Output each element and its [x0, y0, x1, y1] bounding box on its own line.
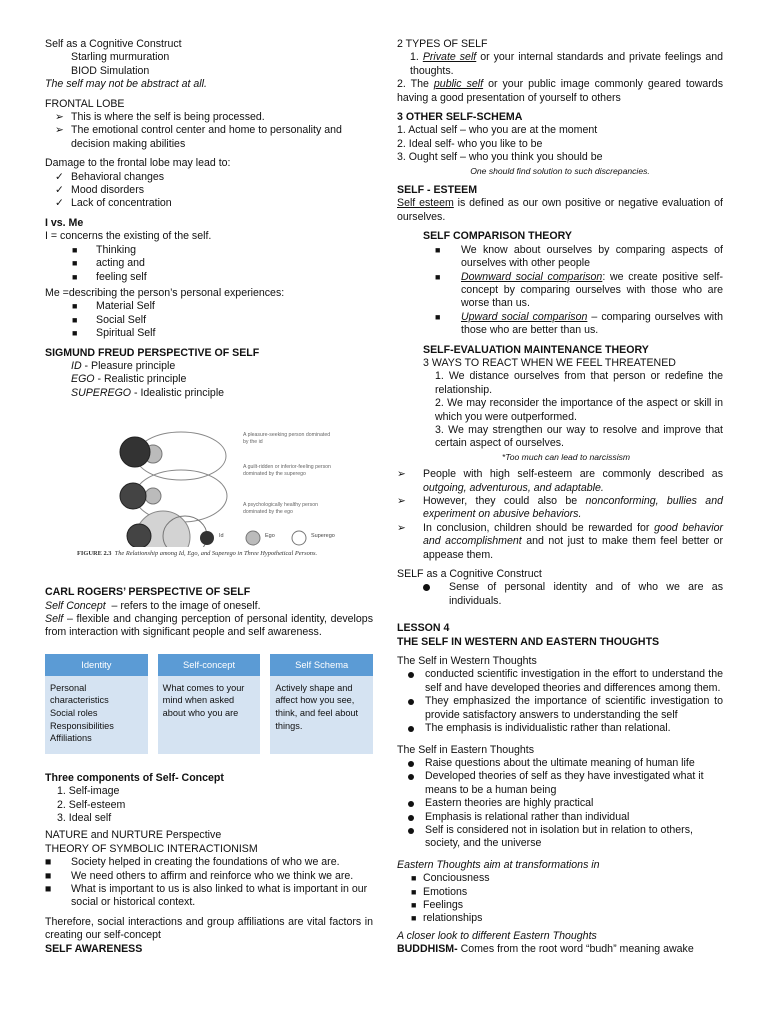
table-cell: Actively shape and affect how you see, think, and feel about things. — [270, 676, 373, 754]
i-definition: I = concerns the existing of the self. — [45, 230, 212, 243]
bullet-icon — [408, 801, 414, 807]
legend-superego-mark — [292, 531, 306, 545]
arrow-bullet-icon: ➢ — [397, 468, 406, 481]
list-item: ➢ People with high self-esteem are commonly described as outgoing, adventurous, and adaptable. — [397, 468, 723, 494]
list-item: ■ Spiritual Self — [72, 327, 156, 340]
arrow-bullet-icon: ➢ — [397, 521, 406, 534]
square-bullet-icon: ■ — [72, 244, 78, 255]
cognitive-item: BIOD Simulation — [71, 64, 150, 77]
list-item: ■ Material Self — [72, 300, 155, 313]
table-column — [158, 654, 261, 754]
list-item: Emphasis is relational rather than individual — [397, 811, 723, 824]
nature-nurture-title: NATURE and NURTURE Perspective — [45, 829, 222, 842]
esteem-definition: Self esteem is defined as our own positive or negative evaluation of ourselves. — [397, 197, 723, 223]
list-item: ■ acting and — [72, 257, 145, 270]
frontal-lobe-list — [45, 111, 373, 151]
list-item: ✓ Mood disorders — [55, 184, 145, 197]
symbolic-title: THEORY OF SYMBOLIC INTERACTIONISM — [45, 842, 258, 855]
therefore-text: Therefore, social interactions and group affiliations are vital factors in creating our self-concept — [45, 915, 373, 942]
frontal-lobe-title: FRONTAL LOBE — [45, 97, 125, 110]
square-bullet-icon: ■ — [45, 856, 52, 869]
list-item: ■ Conciousness — [411, 872, 490, 885]
list-item: ✓ Behavioral changes — [55, 170, 165, 183]
bullet-icon — [408, 699, 414, 705]
lesson-label: LESSON 4 — [397, 622, 450, 635]
arrow-bullet-icon: ➢ — [55, 111, 64, 124]
western-title: The Self in Western Thoughts — [397, 655, 537, 668]
schema-item: 3. Ought self – who you think you should be — [397, 151, 603, 164]
lesson-title: THE SELF IN WESTERN AND EASTERN THOUGHTS — [397, 635, 660, 648]
table-header: Identity — [45, 654, 148, 676]
list-item: ■ Society helped in creating the foundations of who we are. — [45, 856, 340, 869]
square-bullet-icon: ■ — [72, 258, 78, 269]
list-item: ■ We know about ourselves by comparing aspects of ourselves with other people — [435, 243, 723, 270]
table-cell: Personal characteristics Social roles Responsibilities Affiliations — [45, 676, 148, 754]
square-bullet-icon: ■ — [411, 899, 417, 910]
list-item: ■ Upward social comparison – comparing ourselves with those who are better than us. — [435, 310, 723, 337]
list-item: ■ relationships — [411, 912, 483, 925]
legend-label: Ego — [265, 533, 275, 540]
types-title: 2 TYPES OF SELF — [397, 38, 488, 50]
bullet-icon — [408, 828, 414, 834]
rogers-definition: Self Concept – refers to the image of oneself. — [45, 599, 261, 612]
symbolic-list — [45, 856, 373, 910]
legend-label: Superego — [311, 533, 335, 540]
list-item: ■ Feelings — [411, 898, 464, 911]
list-item: conducted scientific investigation in the effort to understand the self and have developed theories and differences among them. — [397, 668, 723, 695]
right-column — [397, 38, 723, 957]
component-item: 2. Self-esteem — [57, 798, 126, 811]
list-item: They emphasized the importance of scientific investigation to provide satisfactory answers to understanding the self — [397, 695, 723, 722]
comparison-list — [397, 244, 723, 338]
id-circle — [120, 437, 150, 467]
bullet-icon — [423, 584, 430, 591]
way-item: 1. We distance ourselves from that person or redefine the relationship. — [435, 370, 723, 396]
square-bullet-icon: ■ — [72, 271, 78, 282]
square-bullet-icon: ■ — [72, 314, 78, 325]
left-column — [45, 38, 373, 956]
i-vs-me-title: I vs. Me — [45, 216, 84, 229]
me-list — [45, 300, 373, 340]
table-header: Self-concept — [158, 654, 261, 676]
bullet-icon — [408, 761, 414, 767]
square-bullet-icon: ■ — [435, 271, 441, 282]
narcissism-note: *Too much can lead to narcissism — [501, 451, 631, 462]
me-definition: Me =describing the person’s personal experiences: — [45, 286, 285, 299]
table-column — [45, 654, 148, 754]
damage-list — [45, 171, 373, 211]
way-item: 2. We may reconsider the importance of the aspect or skill in which you were outperformed. — [435, 397, 723, 423]
evaluation-title: SELF-EVALUATION MAINTENANCE THEORY — [423, 343, 649, 356]
figure-note: A psychologically healthy person dominated by the ego — [243, 502, 318, 515]
schema-item: 1. Actual self – who you are at the moment — [397, 124, 598, 137]
rogers-definition: Self – flexible and changing perception of personal identity, develops from interaction with significant people and self awareness. — [45, 612, 373, 639]
eastern-list — [397, 757, 723, 851]
square-bullet-icon: ■ — [45, 869, 52, 882]
square-bullet-icon: ■ — [45, 883, 52, 896]
cognitive-item-2: Sense of personal identity and of who we are as individuals. — [397, 581, 723, 608]
id-circle — [120, 483, 146, 509]
western-list — [397, 668, 723, 735]
cognitive-title-2: SELF as a Cognitive Construct — [397, 568, 542, 581]
public-self: 2. The public self or your public image commonly geared towards having a good presentation of yourself to others — [397, 78, 723, 104]
schema-item: 2. Ideal self- who you like to be — [397, 137, 543, 150]
figure-note: A pleasure-seeking person dominated by the id — [243, 432, 331, 445]
cognitive-note: The self may not be abstract at all. — [45, 78, 207, 91]
list-item: ➢ In conclusion, children should be rewarded for good behavior and accomplishment and not just to make them feel better or appease them. — [397, 521, 723, 561]
square-bullet-icon: ■ — [411, 886, 417, 897]
cognitive-item: Starling murmuration — [71, 51, 170, 64]
list-item: ■ Emotions — [411, 885, 468, 898]
freud-item: ID - Pleasure principle — [71, 359, 176, 372]
esteem-title: SELF - ESTEEM — [397, 184, 478, 197]
square-bullet-icon: ■ — [435, 311, 441, 322]
arrow-bullet-icon: ➢ — [55, 124, 64, 137]
freud-item: EGO - Realistic principle — [71, 373, 187, 386]
list-item: ■ What is important to us is also linked to what is important in our social or historical context. — [45, 883, 368, 909]
transform-title: Eastern Thoughts aim at transformations in — [397, 858, 600, 871]
closer-look: A closer look to different Eastern Thoughts — [397, 929, 597, 942]
check-icon: ✓ — [55, 197, 64, 210]
component-item: 3. Ideal self — [57, 812, 112, 824]
schema-title: 3 OTHER SELF-SCHEMA — [397, 111, 523, 124]
ego-circle — [145, 488, 161, 504]
figure-caption: FIGURE 2.3 The Relationship among Id, Ego, and Superego in Three Hypothetical Persons. — [77, 550, 318, 558]
damage-title: Damage to the frontal lobe may lead to: — [45, 157, 231, 170]
comparison-title: SELF COMPARISON THEORY — [423, 230, 572, 243]
list-item: Raise questions about the ultimate meaning of human life — [397, 757, 723, 770]
i-list — [45, 244, 373, 284]
arrow-bullet-icon: ➢ — [397, 495, 406, 507]
bullet-icon — [408, 672, 414, 678]
square-bullet-icon: ■ — [411, 873, 417, 884]
table-header: Self Schema — [270, 654, 373, 676]
list-item: ■ Thinking — [72, 243, 137, 256]
legend-ego-mark — [246, 531, 260, 545]
list-item: Eastern theories are highly practical — [397, 797, 723, 810]
list-item: Developed theories of self as they have investigated what it means to be a human being — [397, 770, 723, 797]
list-item: ■ We need others to affirm and reinforce who we think we are. — [45, 869, 354, 882]
components-title: Three components of Self- Concept — [45, 771, 224, 784]
list-item: Self is considered not in isolation but in relation to others, society, and the universe — [397, 824, 723, 851]
list-item: ➢ The emotional control center and home to personality and decision making abilities — [55, 124, 342, 150]
way-item: 3. We may strengthen our way to resolve and improve that certain aspect of ourselves. — [435, 423, 723, 450]
table-cell: What comes to your mind when asked about who you are — [158, 676, 261, 754]
buddhism-definition: BUDDHISM- Comes from the root word “budh” meaning awake — [397, 943, 694, 956]
freud-title: SIGMUND FREUD PERSPECTIVE OF SELF — [45, 346, 260, 359]
square-bullet-icon: ■ — [72, 301, 78, 312]
ways-title: 3 WAYS TO REACT WHEN WE FEEL THREATENED — [423, 356, 676, 369]
check-icon: ✓ — [55, 184, 64, 197]
list-item: ➢ However, they could also be nonconforming, bullies and experiment on abusive behaviors. — [397, 495, 723, 521]
bullet-icon — [408, 815, 414, 821]
square-bullet-icon: ■ — [435, 244, 441, 255]
schema-note: One should find solution to such discrepancies. — [470, 165, 650, 176]
freud-item: SUPEREGO - Idealistic principle — [71, 386, 225, 399]
legend-label: Id — [219, 533, 224, 540]
figure-note: A guilt-ridden or inferior-feeling person dominated by the superego — [243, 464, 331, 477]
square-bullet-icon: ■ — [411, 913, 417, 924]
bullet-icon — [408, 726, 414, 732]
self-concept-table — [45, 654, 373, 754]
list-item: ■ feeling self — [72, 270, 147, 283]
bullet-icon — [408, 774, 414, 780]
list-item: The emphasis is individualistic rather than relational. — [397, 722, 723, 735]
rogers-title: CARL ROGERS’ PERSPECTIVE OF SELF — [45, 586, 251, 599]
list-item: ■ Downward social comparison: we create positive self-concept by comparing ourselves with those who are worse than us. — [435, 270, 723, 310]
id-ego-superego-figure — [73, 412, 373, 580]
esteem-arrow-list — [397, 468, 723, 562]
list-item: ✓ Lack of concentration — [55, 197, 172, 210]
check-icon: ✓ — [55, 170, 64, 183]
transform-list — [397, 872, 723, 926]
component-item: 1. Self-image — [57, 785, 120, 798]
legend-id-mark — [200, 531, 214, 545]
list-item: ➢ This is where the self is being processed. — [55, 111, 265, 124]
private-self: 1. Private self or your internal standards and private feelings and thoughts. — [410, 51, 723, 77]
table-column — [270, 654, 373, 754]
list-item: ■ Social Self — [72, 313, 147, 326]
square-bullet-icon: ■ — [72, 328, 78, 339]
eastern-title: The Self in Eastern Thoughts — [397, 743, 535, 756]
self-awareness-title: SELF AWARENESS — [45, 942, 143, 955]
cognitive-construct-title: Self as a Cognitive Construct — [45, 38, 182, 50]
